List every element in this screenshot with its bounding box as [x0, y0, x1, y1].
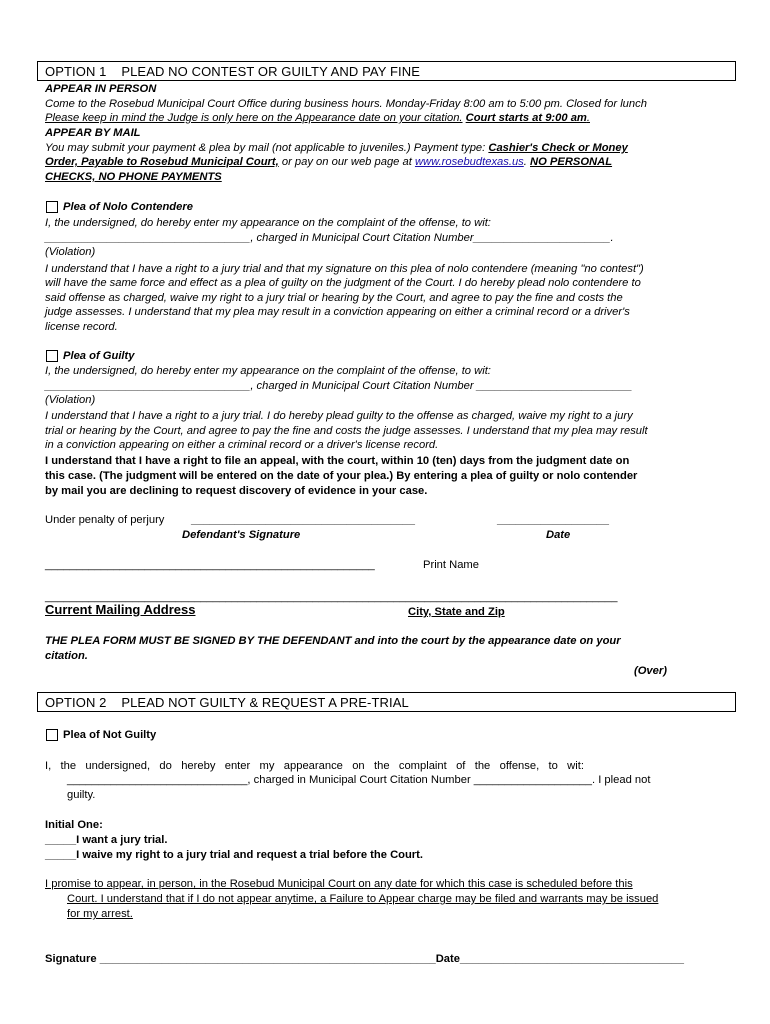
not-guilty-line3: guilty.	[67, 789, 96, 801]
court-start-time: Court starts at 9:00 am	[465, 112, 587, 124]
print-name-line[interactable]: _____________________________________________________	[45, 559, 375, 571]
appeal-notice-2: this case. (The judgment will be entered on the date of your plea.) By entering a plea of guilty or nolo contender	[45, 470, 638, 482]
not-guilty-checkbox[interactable]	[46, 729, 58, 741]
website-link[interactable]: www.rosebudtexas.us	[414, 156, 524, 168]
print-name-label: Print Name	[423, 559, 479, 571]
promise-line3: for my arrest.	[67, 908, 133, 920]
nolo-line2: _________________________________, charged in Municipal Court Citation Number______________________.	[45, 232, 614, 244]
notice-must-sign: THE PLEA FORM MUST BE SIGNED BY THE DEFENDANT	[45, 635, 352, 647]
perjury-label: Under penalty of perjury	[45, 514, 165, 526]
nolo-p4: judge assesses. I understand that my plea may result in a conviction appearing on either a criminal record or a driver's	[45, 306, 630, 318]
guilty-checkbox[interactable]	[46, 350, 58, 362]
judge-note-end: .	[586, 112, 590, 124]
link-period: .	[523, 156, 527, 168]
appear-by-mail-heading: APPEAR BY MAIL	[45, 127, 141, 139]
appear-by-mail-line1	[45, 141, 628, 156]
no-personal: NO PERSONAL	[530, 156, 613, 168]
no-checks-no-phone: CHECKS, NO PHONE PAYMENTS	[45, 171, 222, 183]
option1-header: OPTION 1 PLEAD NO CONTEST OR GUILTY AND PAY FINE	[45, 64, 420, 79]
option2-header: OPTION 2 PLEAD NOT GUILTY & REQUEST A PRE-TRIAL	[45, 695, 409, 710]
appeal-notice-1: I understand that I have a right to file an appeal, with the court, within 10 (ten) days from the judgment date on	[45, 455, 630, 467]
address-line[interactable]: ____________________________________________________________________________________________	[45, 591, 618, 603]
not-guilty-line2: _____________________________, charged in Municipal Court Citation Number ___________________. I plead not	[67, 774, 651, 786]
nolo-p5: license record.	[45, 321, 118, 333]
payable-to: Order, Payable to Rosebud Municipal Court,	[45, 156, 279, 168]
mailing-address-label: Current Mailing Address	[45, 602, 196, 617]
notice-rest: and into the court by the appearance date on your	[354, 635, 621, 647]
notice-line1	[45, 634, 621, 649]
date-label: Date	[546, 529, 571, 541]
guilty-p3: in a conviction appearing on either a criminal record or a driver's license record.	[45, 439, 439, 451]
date-line[interactable]: __________________	[497, 514, 609, 526]
over-label: (Over)	[634, 665, 667, 677]
option2-signature-line[interactable]: Signature ______________________________________________________Date____________________________________	[45, 953, 684, 965]
payment-type-text: You may submit your payment & plea by mail (not applicable to juveniles.) Payment type:	[45, 142, 486, 154]
not-guilty-label: Plea of Not Guilty	[63, 729, 157, 741]
promise-line2: Court. I understand that if I do not appear anytime, a Failure to Appear charge may be filed and warrants may be issued	[67, 893, 659, 905]
nolo-contendere-label: Plea of Nolo Contendere	[63, 201, 193, 213]
webpage-text: or pay on our web page at	[281, 156, 412, 168]
initial-one-label: Initial One:	[45, 819, 103, 831]
bench-trial-option[interactable]: _____I waive my right to a jury trial and request a trial before the Court.	[45, 849, 423, 861]
appeal-notice-3: by mail you are declining to request discovery of evidence in your case.	[45, 485, 428, 497]
payment-type-cashiers-check: Cashier's Check or Money	[488, 142, 628, 154]
promise-line1: I promise to appear, in person, in the Rosebud Municipal Court on any date for which this case is scheduled before this	[45, 878, 633, 890]
appear-in-person-heading: APPEAR IN PERSON	[45, 83, 157, 95]
guilty-p1: I understand that I have a right to a jury trial. I do hereby plead guilty to the offense as charged, waive my right to a jury	[45, 410, 633, 422]
defendant-signature-label: Defendant's Signature	[182, 529, 301, 541]
nolo-p2: will have the same force and effect as a plea of guilty on the judgment of the Court. I do hereby plead nolo contendere to	[45, 277, 641, 289]
guilty-label: Plea of Guilty	[63, 350, 135, 362]
notice-line2: citation.	[45, 650, 88, 662]
nolo-violation: (Violation)	[45, 246, 96, 258]
appear-in-person-line1: Come to the Rosebud Municipal Court Office during business hours. Monday-Friday 8:00 am to 5:00 pm. Closed for lunch	[45, 98, 647, 110]
nolo-line1: I, the undersigned, do hereby enter my appearance on the complaint of the offense, to wit:	[45, 217, 491, 229]
guilty-line2: _________________________________, charged in Municipal Court Citation Number _________________________	[45, 380, 633, 392]
guilty-line1: I, the undersigned, do hereby enter my appearance on the complaint of the offense, to wit:	[45, 365, 491, 377]
city-state-zip-label: City, State and Zip	[408, 606, 505, 618]
jury-trial-option[interactable]: _____I want a jury trial.	[45, 834, 168, 846]
defendant-signature-line[interactable]: ____________________________________	[191, 514, 415, 526]
guilty-violation: (Violation)	[45, 394, 96, 406]
judge-note: Please keep in mind the Judge is only here on the Appearance date on your citation.	[45, 112, 463, 124]
nolo-p3: said offense as charged, waive my right to a jury trial or hearing by the Court, and agree to pay the fine and costs the	[45, 292, 623, 304]
nolo-p1: I understand that I have a right to a jury trial and that my signature on this plea of nolo contendere (meaning "no contest")	[45, 263, 644, 275]
nolo-contendere-checkbox[interactable]	[46, 201, 58, 213]
guilty-p2: trial or hearing by the Court, and agree to pay the fine and costs the judge assesses. I understand that my plea may result	[45, 425, 648, 437]
appear-by-mail-line2	[45, 155, 612, 170]
appear-in-person-line2	[45, 111, 590, 126]
not-guilty-line1: I, the undersigned, do hereby enter my appearance on the complaint of the offense, to wit:	[45, 760, 584, 772]
